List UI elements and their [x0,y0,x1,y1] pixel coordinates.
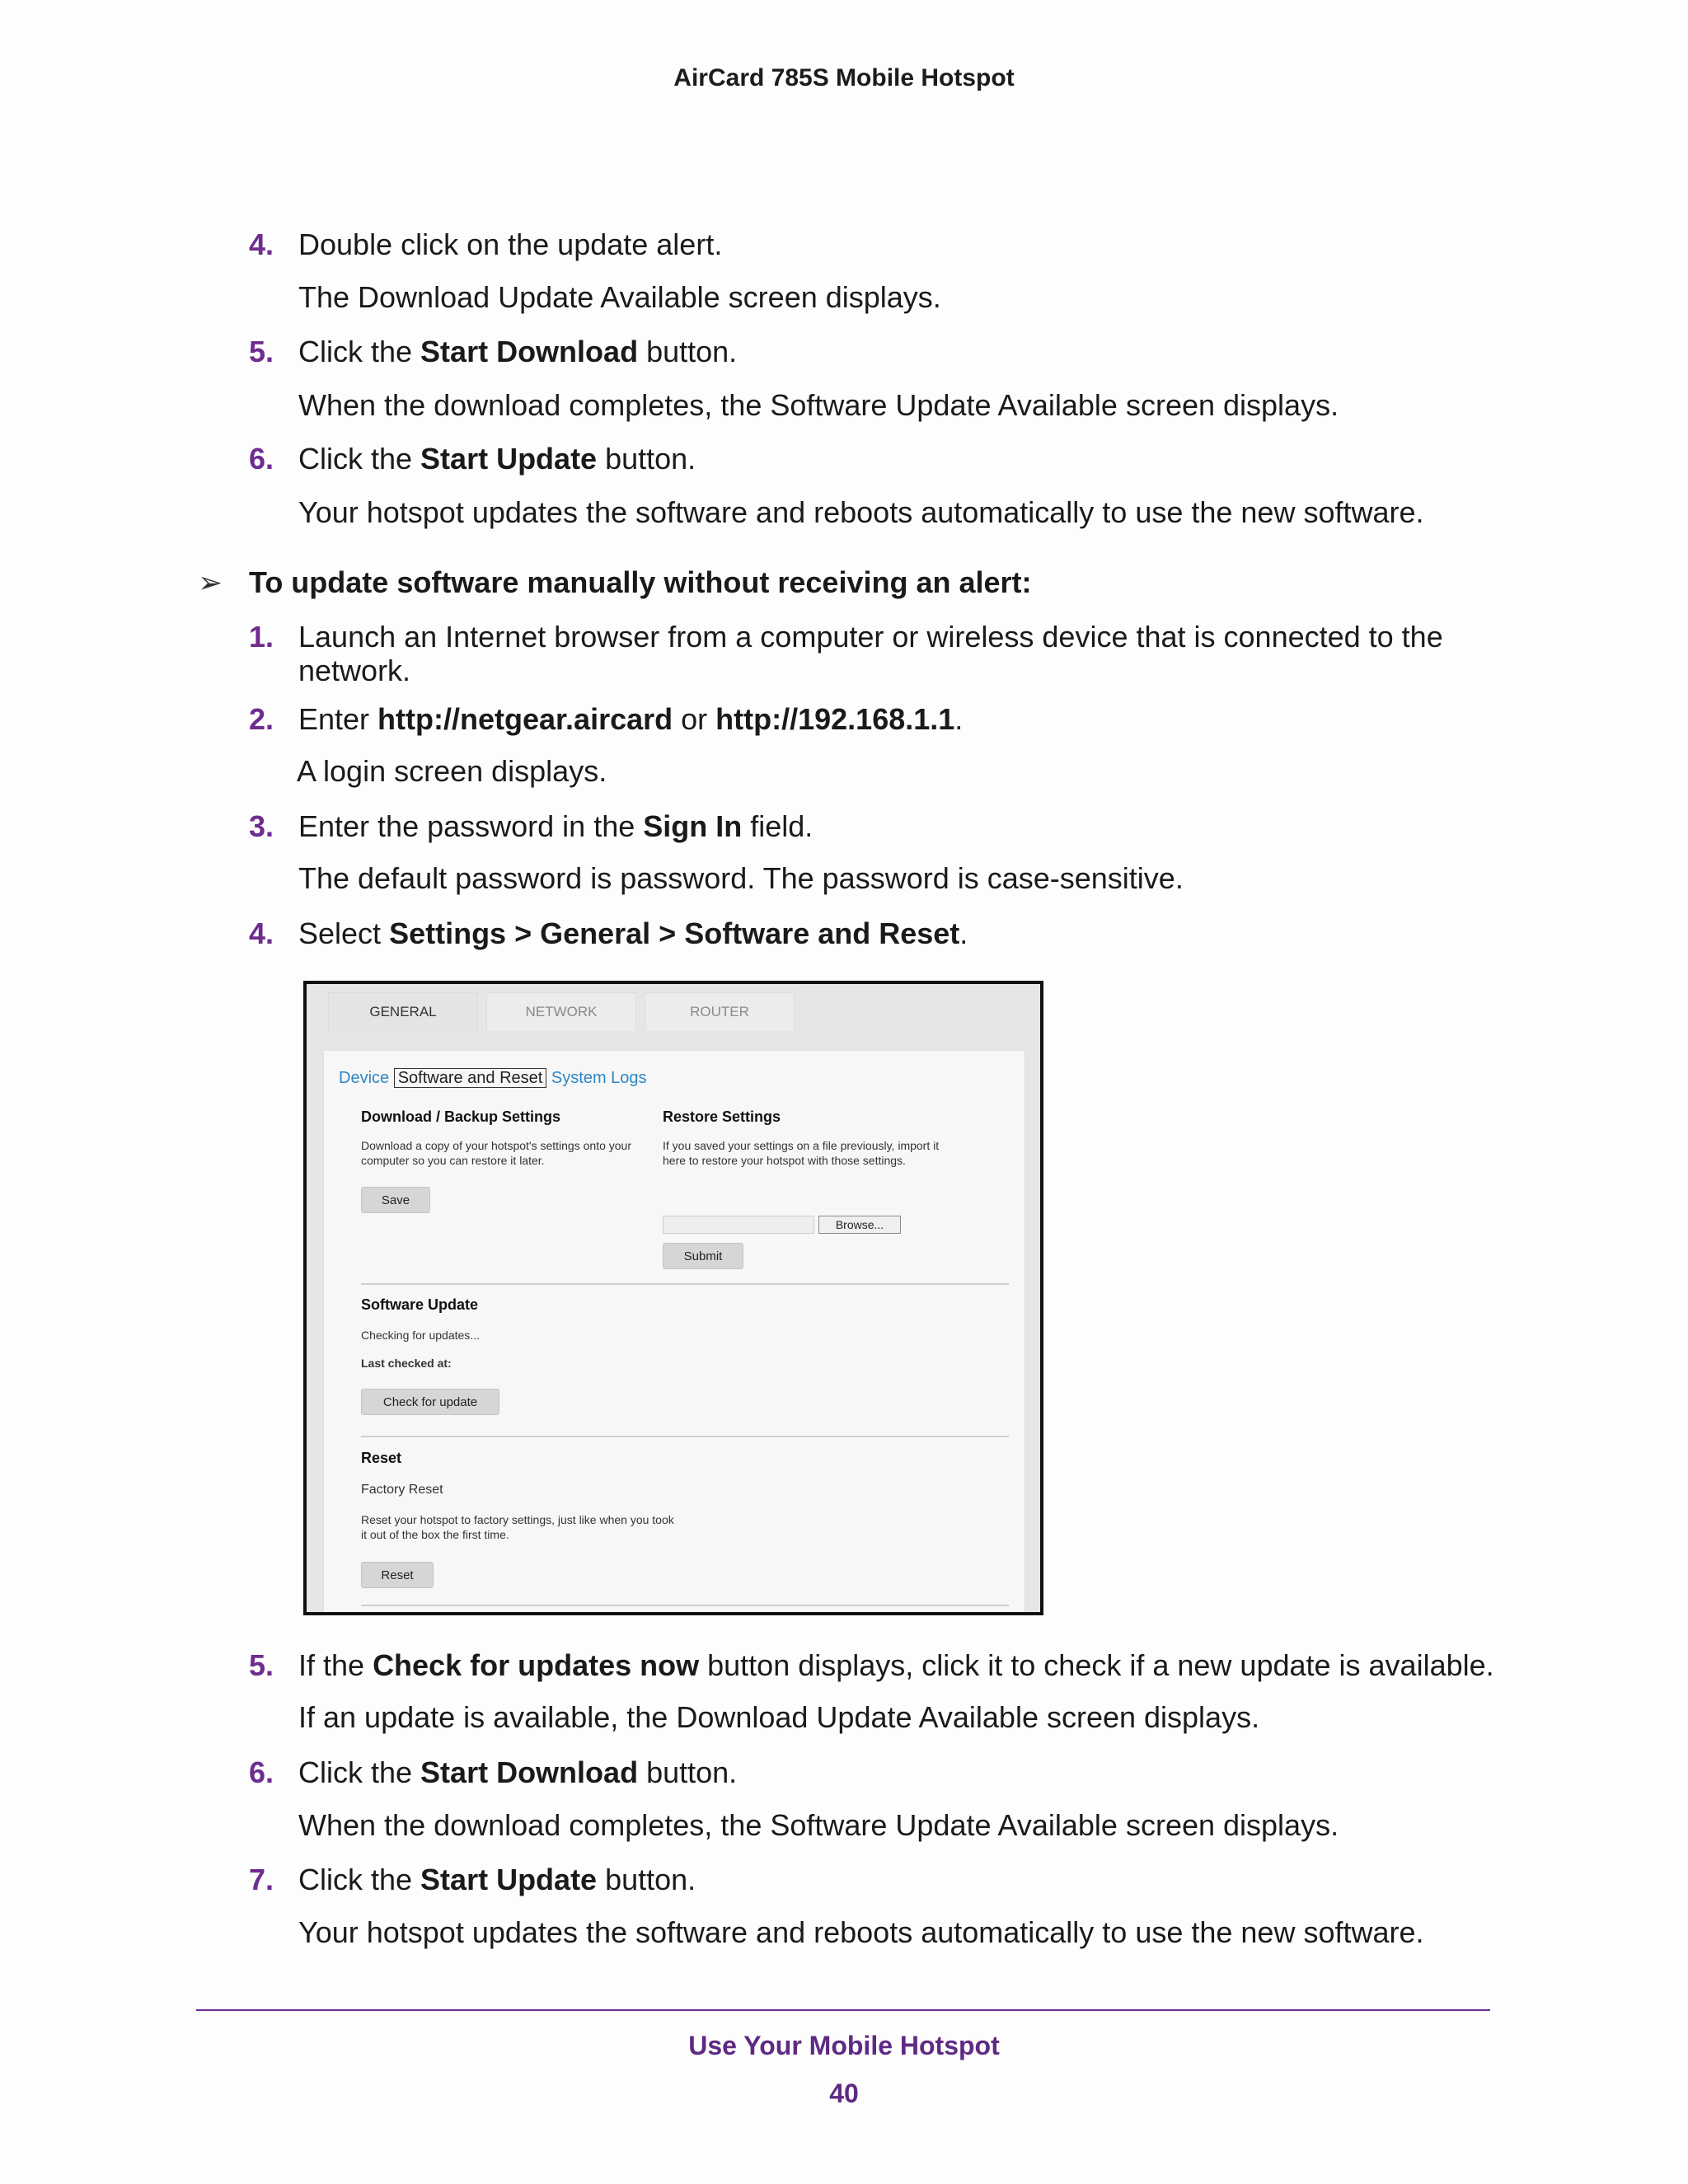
browse-button[interactable]: Browse... [818,1216,901,1234]
step-text: button. [597,442,696,476]
breadcrumb [339,1069,647,1088]
step-note: A login screen displays. [297,754,607,788]
step-note: If an update is available, the Download Update Available screen displays. [298,1700,1260,1734]
step-text: Enter the password in the [298,809,644,843]
software-update-title: Software Update [361,1296,479,1313]
step-note: Your hotspot updates the software and reboots automatically to use the new software. [298,1915,1424,1949]
software-and-reset-screenshot [303,981,1043,1615]
step-text: button displays, click it to check if a new update is available. [699,1648,1494,1682]
reset-title: Reset [361,1450,402,1466]
step-text: Click the [298,1863,421,1896]
step-number: 5. [249,1648,274,1682]
checking-updates-text: Checking for updates... [361,1329,480,1342]
step-5-check-updates [249,1648,1535,1682]
step-note: The Download Update Available screen displays. [298,280,941,314]
page-number: 40 [829,2079,859,2108]
step-bold: Settings > General > Software and Reset [389,916,960,950]
submit-button[interactable]: Submit [663,1243,743,1269]
download-backup-desc: Download a copy of your hotspot's settings onto your computer so you can restore it later. [361,1139,631,1167]
arrow-bullet-icon: ➢ [198,565,223,599]
footer-chapter-title: Use Your Mobile Hotspot [688,2031,1000,2060]
step-text: If the [298,1648,373,1682]
crumb-software-and-reset[interactable]: Software and Reset [394,1068,547,1088]
step-text: Launch an Internet browser from a computer or wireless device that is connected to the network. [298,620,1443,687]
step-number: 5. [249,335,274,368]
check-for-update-button[interactable]: Check for update [361,1389,499,1415]
general-panel [323,1050,1025,1615]
reset-desc: Reset your hotspot to factory settings, just like when you took it out of the box the first time. [361,1513,674,1541]
crumb-system-logs-link[interactable]: System Logs [551,1069,647,1087]
page-header: AirCard 785S Mobile Hotspot [673,64,1015,91]
last-checked-label: Last checked at: [361,1357,452,1370]
restore-settings-desc: If you saved your settings on a file previously, import it here to restore your hotspot with those settings. [663,1139,940,1167]
step-3-sign-in [249,809,1535,843]
tab-general[interactable]: GENERAL [328,992,478,1031]
step-text: . [959,916,968,950]
step-bold: Check for updates now [373,1648,700,1682]
step-text: button. [638,335,738,368]
step-text: Click the [298,1755,421,1789]
step-4-double-click [249,227,1535,261]
step-bold: Start Update [420,442,598,476]
step-text: Enter [298,702,378,736]
step-7-start-update [249,1863,1535,1896]
download-backup-title: Download / Backup Settings [361,1108,561,1125]
step-text: Click the [298,442,421,476]
step-text: field. [742,809,814,843]
step-6-start-download [249,1755,1535,1789]
step-bold: Start Update [420,1863,598,1896]
save-button[interactable]: Save [361,1187,430,1213]
step-text: Click the [298,335,421,368]
step-5-start-download [249,335,1535,368]
step-4-select-settings [249,916,1535,950]
step-note: The default password is password. The password is case-sensitive. [298,861,1184,895]
step-number: 2. [249,702,274,736]
crumb-device-link[interactable]: Device [339,1069,390,1087]
step-2-enter-url [249,702,1535,736]
step-text: button. [638,1755,738,1789]
step-number: 3. [249,809,274,843]
step-6-start-update [249,442,1535,476]
tab-network[interactable]: NETWORK [486,992,636,1031]
step-text: Select [298,916,390,950]
step-note: Your hotspot updates the software and reboots automatically to use the new software. [298,495,1424,529]
step-number: 4. [249,227,274,261]
restore-settings-title: Restore Settings [663,1108,781,1125]
step-number: 6. [249,442,274,476]
url-ip-address: http://192.168.1.1 [715,702,955,736]
step-bold: Start Download [420,1755,639,1789]
restore-file-input[interactable] [663,1216,814,1234]
heading-text: To update software manually without receiving an alert: [249,565,1032,599]
step-number: 7. [249,1863,274,1896]
step-note: When the download completes, the Software Update Available screen displays. [298,1808,1339,1842]
step-text: button. [597,1863,696,1896]
section-divider [361,1283,1009,1285]
reset-button[interactable]: Reset [361,1562,434,1588]
step-bold: Start Download [420,335,639,368]
section-divider [361,1436,1009,1437]
step-number: 4. [249,916,274,950]
factory-reset-label: Factory Reset [361,1483,443,1497]
manual-update-heading [198,565,1032,599]
step-note: When the download completes, the Software Update Available screen displays. [298,388,1339,422]
url-netgear-aircard: http://netgear.aircard [377,702,673,736]
footer-divider [196,2009,1490,2011]
step-bold: Sign In [643,809,743,843]
step-text: . [954,702,964,736]
step-number: 6. [249,1755,274,1789]
step-text: Double click on the update alert. [298,227,723,261]
tab-router[interactable]: ROUTER [645,992,795,1031]
step-number: 1. [249,620,274,654]
step-text: or [673,702,716,736]
step-1-launch-browser [249,620,1535,687]
section-divider [361,1605,1009,1606]
